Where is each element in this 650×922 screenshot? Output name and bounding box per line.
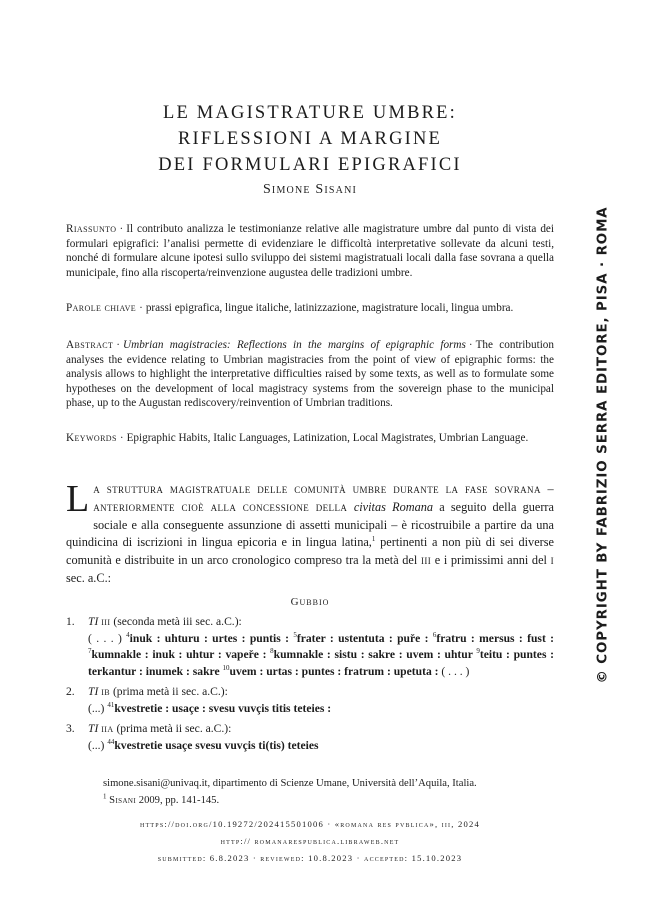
entry-text (88, 738, 554, 755)
entry-header (88, 684, 554, 701)
inscription-text: kvestretie usaçe svesu vuvçis ti(tis) teteies (114, 738, 319, 752)
abstract-label: Abstract (66, 339, 114, 351)
line-number: 44 (107, 737, 115, 746)
review-dates-line: submitted: 6.8.2023 · reviewed: 10.8.2023 · accepted: 15.10.2023 (157, 853, 463, 863)
parole-chiave-paragraph (66, 301, 554, 316)
inscription-text: teitu : puntes : terkantur : inumek : sakre (88, 648, 554, 678)
intro-text-2: a seguito della guerra sociale e alla conseguente assunzione di assetti municipali – è ricostruibile a partire da una quindicina di iscrizioni in lingua epicoria e in lingua latina, (66, 499, 554, 550)
affiliation-note (103, 776, 553, 791)
footnote-author: Sisani (109, 795, 137, 806)
abstract-paragraph (66, 338, 554, 411)
entry-ref: TI (88, 722, 99, 735)
riassunto-separator: · (119, 223, 124, 235)
entry-ref-number: iii (101, 615, 111, 628)
affiliation-text: simone.sisani@univaq.it, dipartimento di Scienze Umane, Università dell’Aquila, Italia. (103, 778, 477, 789)
ellipsis-start: ( . . . ) (88, 631, 122, 645)
intro-text-5: sec. a.C.: (66, 570, 112, 585)
line-number: 7 (88, 647, 92, 656)
abstract-english-title: Umbrian magistracies: Reflections in the margins of epigraphic forms (123, 339, 466, 351)
line-number: 8 (270, 647, 274, 656)
entry-ref: TI (88, 615, 99, 628)
keywords-separator: · (119, 432, 124, 444)
riassunto-text: Il contributo analizza le testimonianze relative alle magistrature umbre dal punto di vista dei formulari epigrafici: l’analisi permette di evidenziare le difficoltà interpretative sollevate da alcuni testi, nonché di formulare alcune ipotesi sullo sviluppo dei sistemi magistratuali locali dalla fase sovrana a quella municipale, fino alla riscoperta/reinvenzione augustea delle tradizioni umbre. (66, 223, 554, 279)
intro-text-3: pertinenti a non più di sei diverse comunità e distribuite in un arco cronologico compreso tra la metà del (66, 535, 554, 568)
title-line-2: RIFLESSIONI A MARGINE (177, 129, 443, 149)
entry-text (88, 631, 554, 681)
line-number: 10 (222, 663, 230, 672)
riassunto-paragraph (66, 222, 554, 280)
ellipsis-end: ( . . . ) (441, 664, 470, 678)
entry-number: 2. (66, 685, 75, 698)
author-name: Simone Sisani (262, 182, 358, 197)
entry-text (88, 701, 554, 718)
inscription-text: fratru : mersus : fust : (436, 631, 555, 645)
inscription-text: kumnakle : inuk : uhtur : vapeře : (91, 648, 271, 661)
footnote-1 (103, 793, 553, 808)
century-roman-1: iii (420, 553, 432, 568)
line-number: 6 (432, 630, 437, 639)
inscription-text: kvestretie : usaçe : svesu vuvçis titis teteies : (114, 701, 332, 715)
intro-text-4: e i primissimi anni del (431, 553, 551, 568)
parole-chiave-text: prassi epigrafica, lingue italiche, latinizzazione, magistrature locali, lingua umbra. (145, 302, 514, 314)
century-roman-2: i (550, 553, 554, 568)
line-number: 9 (476, 647, 480, 656)
civitas-romana: civitas Romana (353, 499, 434, 514)
entry-header (88, 614, 554, 631)
entry-number: 1. (66, 615, 75, 628)
copyright-notice: © COPYRIGHT BY FABRIZIO SERRA EDITORE, PISA · ROMA (595, 206, 611, 684)
intro-text-1: a struttura magistratuale delle comunità umbre durante la fase sovrana – anteriormente cioè alla concessione della (93, 482, 554, 514)
inscription-text: kumnakle : sistu : sakre : uvem : uhtur (273, 648, 477, 661)
doi-line[interactable]: https://doi.org/10.19272/202415501006 · «romana res pvblica», iii, 2024 (140, 819, 480, 829)
abstract-text: The contribution analyses the evidence relating to Umbrian magistracies from the point of view of epigraphic forms: the analysis allows to highlight the interpretative difficulties raised by some texts, as well as to formulate some hypotheses on the development of local magistracy systems from the sovereign phase to the municipal phase, up to the Augustan rediscovery/reinvention of Umbrian traditions. (66, 339, 554, 410)
entry-date: (prima metà ii sec. a.C.): (112, 685, 228, 698)
inscription-entry-3 (66, 721, 554, 754)
inscription-entry-1 (66, 614, 554, 680)
footnote-number: 1 (103, 792, 107, 801)
footnote-marker-1[interactable]: 1 (371, 535, 376, 544)
entry-number: 3. (66, 722, 75, 735)
abstract-separator: · (116, 339, 121, 351)
ellipsis-start: (...) (88, 701, 105, 715)
inscription-text: inuk : uhturu : urtes : puntis : (129, 631, 294, 645)
entry-header (88, 721, 554, 738)
keywords-label: Keywords (66, 432, 117, 444)
entry-ref-number: iia (101, 722, 114, 735)
intro-paragraph (66, 478, 554, 588)
ellipsis-start: (...) (88, 738, 105, 752)
parole-chiave-label: Parole chiave (66, 302, 137, 314)
entry-ref: TI (88, 685, 99, 698)
dropcap-letter: L (66, 478, 90, 520)
section-heading-gubbio: Gubbio (290, 596, 330, 608)
entry-date: (prima metà ii sec. a.C.): (116, 722, 232, 735)
title-line-3: DEI FORMULARI EPIGRAFICI (158, 155, 462, 175)
inscription-text: frater : ustentuta : puře : (296, 631, 433, 645)
riassunto-label: Riassunto (66, 223, 117, 235)
line-number: 4 (126, 630, 130, 639)
title-line-1: LE MAGISTRATURE UMBRE: (162, 103, 458, 123)
inscription-text: uvem : urtas : puntes : fratrum : upetuta : (229, 664, 442, 678)
keywords-paragraph (66, 431, 554, 446)
inscription-entry-2 (66, 684, 554, 717)
abstract-separator-2: · (468, 339, 473, 351)
article-title (70, 100, 550, 178)
keywords-text: Epigraphic Habits, Italic Languages, Latinization, Local Magistrates, Umbrian Language. (126, 432, 529, 444)
line-number: 41 (107, 700, 115, 709)
footnote-text: 2009, pp. 141-145. (136, 795, 220, 806)
parole-chiave-separator: · (139, 302, 143, 314)
entry-date: (seconda metà iii sec. a.C.): (113, 615, 242, 628)
line-number: 5 (293, 630, 297, 639)
website-line[interactable]: http:// romanarespublica.libraweb.net (220, 836, 400, 846)
entry-ref-number: ib (101, 685, 111, 698)
